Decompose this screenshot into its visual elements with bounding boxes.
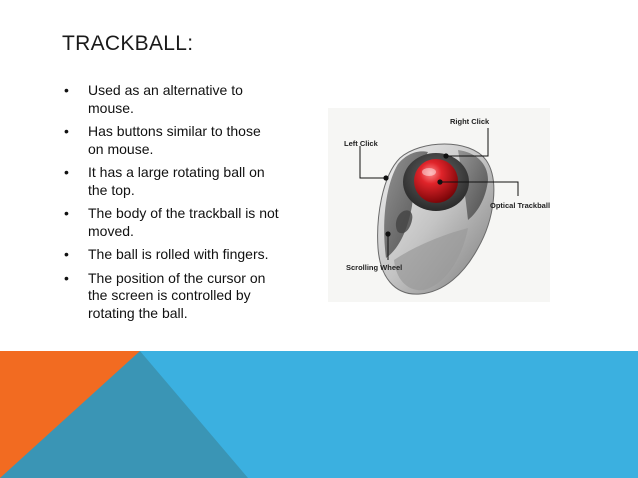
bullet-marker: •: [64, 123, 69, 139]
bullet-text: The position of the cursor on the screen is controlled by rotating the ball.: [88, 269, 266, 321]
bullet-text: It has a large rotating ball on the top.: [88, 164, 265, 198]
bullet-marker: •: [64, 246, 69, 262]
bullet-text: The body of the trackball is not moved.: [88, 205, 279, 239]
bullet-text: Has buttons similar to those on mouse.: [88, 123, 261, 157]
bullet-text: Used as an alternative to mouse.: [88, 82, 243, 116]
label-optical-trackball: Optical Trackball: [490, 201, 550, 210]
label-scrolling-wheel: Scrolling Wheel: [346, 263, 403, 272]
slide-title: TRACKBALL:: [62, 32, 194, 55]
bullet-marker: •: [64, 82, 69, 98]
bullet-text: The ball is rolled with fingers.: [88, 246, 269, 262]
label-left-click: Left Click: [344, 139, 378, 148]
bullet-marker: •: [64, 269, 69, 286]
bullet-marker: •: [64, 205, 69, 221]
bullet-marker: •: [64, 164, 69, 180]
label-right-click: Right Click: [450, 117, 490, 126]
